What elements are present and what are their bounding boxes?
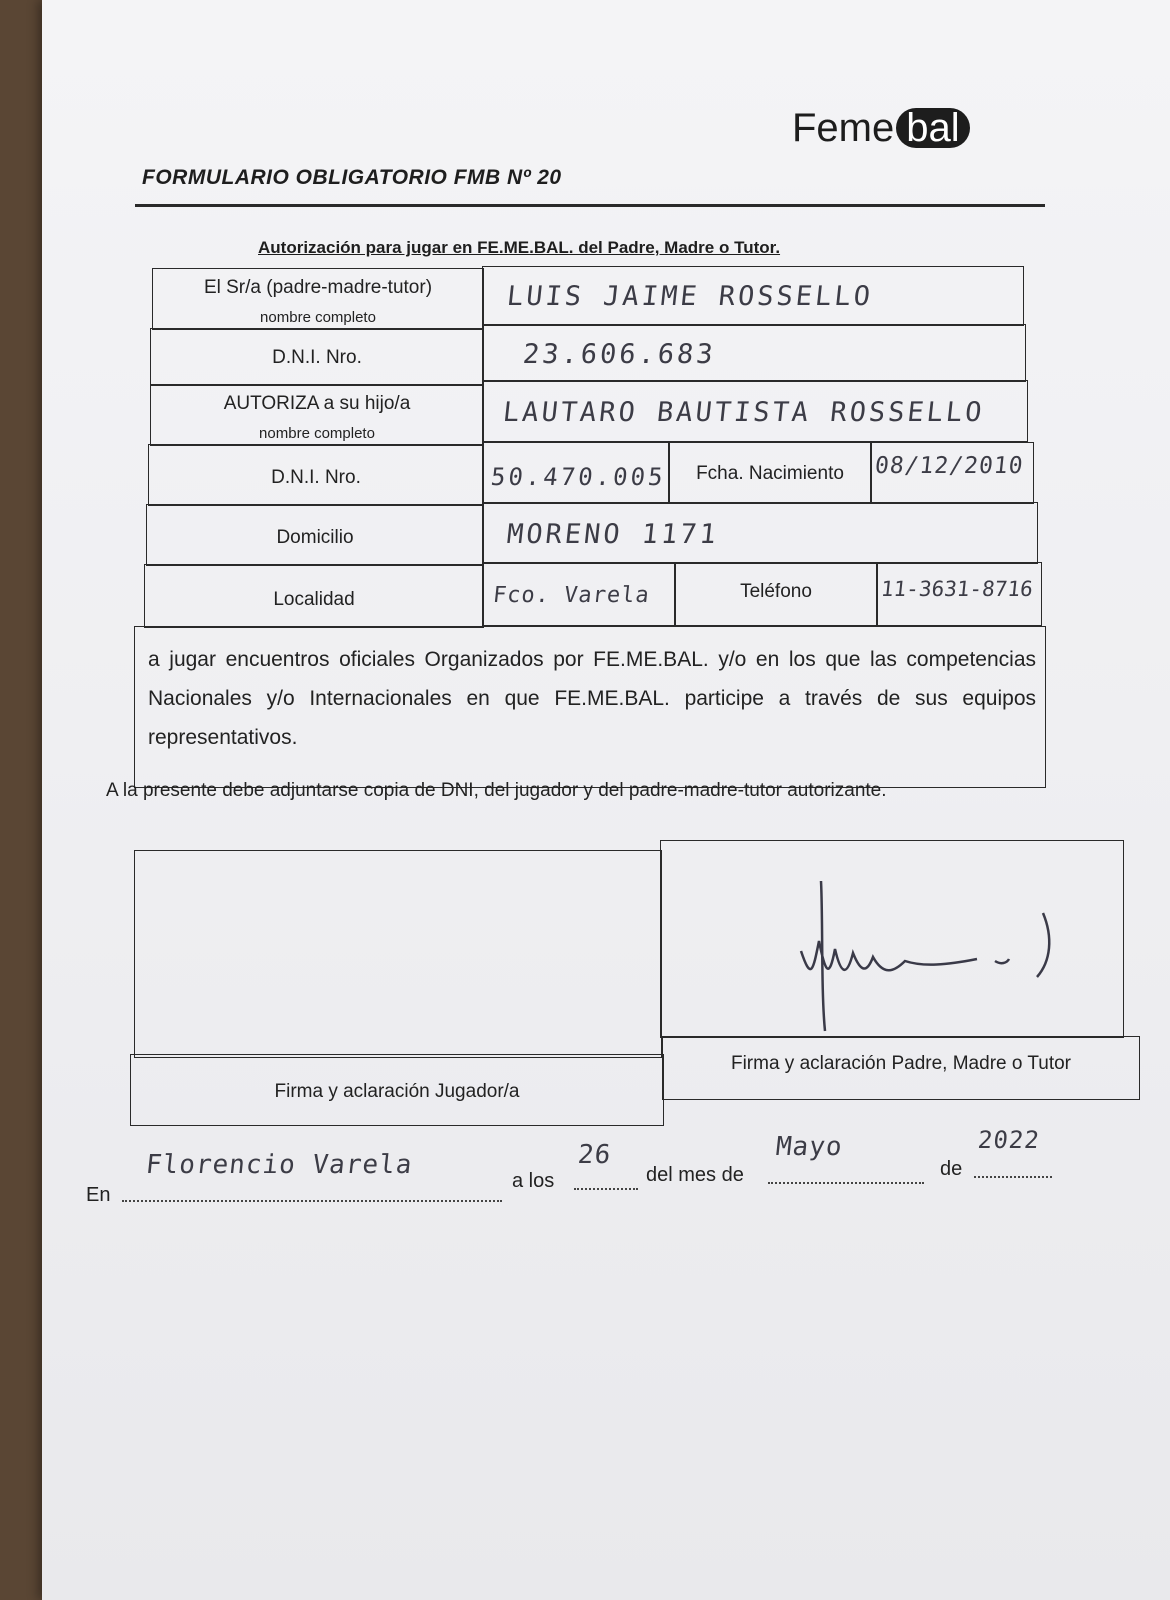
child-name-handwritten: LAUTARO BAUTISTA ROSSELLO (501, 397, 987, 428)
child-dni-handwritten: 50.470.005 (489, 463, 667, 491)
guardian-dni-handwritten: 23.606.683 (521, 339, 718, 370)
address-value-cell[interactable] (482, 502, 1038, 564)
birth-label: Fcha. Nacimiento (696, 463, 844, 484)
guardian-label: El Sr/a (padre-madre-tutor) (203, 277, 433, 298)
guardian-signature-scribble (661, 841, 1121, 1035)
phone-value-cell[interactable] (876, 562, 1042, 626)
guardian-dni-label-cell (150, 328, 484, 386)
child-sub: nombre completo (259, 425, 375, 442)
day-label: a los (512, 1170, 555, 1192)
femebal-logo (792, 104, 970, 152)
guardian-value-cell[interactable] (482, 266, 1024, 326)
guardian-dni-value-cell[interactable] (482, 324, 1026, 382)
guardian-signature-label: Firma y aclaración Padre, Madre o Tutor (730, 1053, 1072, 1074)
phone-label: Teléfono (740, 581, 812, 602)
guardian-signature-box[interactable] (660, 840, 1124, 1038)
month-label: del mes de (646, 1164, 744, 1186)
birth-value-cell[interactable] (870, 442, 1034, 504)
child-value-cell[interactable] (482, 380, 1028, 442)
form-title: FORMULARIO OBLIGATORIO FMB Nº 20 (142, 166, 562, 189)
birth-label-cell (668, 442, 872, 504)
title-rule (135, 204, 1045, 207)
city-label-cell (144, 564, 484, 628)
guardian-label-cell (152, 268, 484, 330)
authorization-paragraph: a jugar encuentros oficiales Organizados por FE.ME.BAL. y/o en los que las competencias Nacionales y/o Internacionales en que FE.ME.BAL. participe a través de sus equipos representativos. (148, 648, 1036, 749)
phone-handwritten: 11-3631-8716 (879, 577, 1034, 601)
city-value-cell[interactable] (482, 562, 676, 626)
logo-text: Feme (792, 105, 895, 150)
child-label: AUTORIZA a su hijo/a (223, 393, 411, 414)
year-handwritten: 2022 (976, 1126, 1042, 1154)
child-label-cell (150, 384, 484, 446)
guardian-sub: nombre completo (260, 309, 376, 326)
attachment-note: A la presente debe adjuntarse copia de DNI, del jugador y del padre-madre-tutor autorizante. (106, 780, 887, 801)
place-label: En (86, 1184, 111, 1206)
guardian-name-handwritten: LUIS JAIME ROSSELLO (505, 281, 875, 312)
child-dni-value-cell[interactable] (482, 442, 670, 504)
day-dotted-line (574, 1188, 638, 1190)
year-dotted-line (974, 1176, 1052, 1178)
child-dni-label: D.N.I. Nro. (271, 467, 361, 488)
month-handwritten: Mayo (774, 1132, 845, 1162)
guardian-signature-label-cell (662, 1036, 1140, 1100)
logo-pill: bal (896, 108, 969, 148)
address-label: Domicilio (276, 527, 354, 548)
form-subtitle: Autorización para jugar en FE.ME.BAL. del Padre, Madre o Tutor. (258, 238, 781, 257)
player-signature-label-cell (130, 1054, 664, 1126)
address-handwritten: MORENO 1171 (505, 519, 721, 550)
player-signature-label: Firma y aclaración Jugador/a (274, 1081, 520, 1102)
phone-label-cell (674, 562, 878, 626)
month-dotted-line (768, 1182, 924, 1184)
year-label: de (940, 1158, 963, 1180)
day-handwritten: 26 (576, 1140, 613, 1170)
birth-date-handwritten: 08/12/2010 (873, 453, 1025, 479)
player-signature-box[interactable] (134, 850, 662, 1058)
address-label-cell (146, 504, 484, 566)
city-handwritten: Fco. Varela (491, 583, 652, 608)
place-handwritten: Florencio Varela (144, 1150, 415, 1180)
place-dotted-line (122, 1200, 502, 1202)
guardian-dni-label: D.N.I. Nro. (272, 347, 362, 368)
city-label: Localidad (273, 589, 355, 610)
child-dni-label-cell (148, 444, 484, 506)
